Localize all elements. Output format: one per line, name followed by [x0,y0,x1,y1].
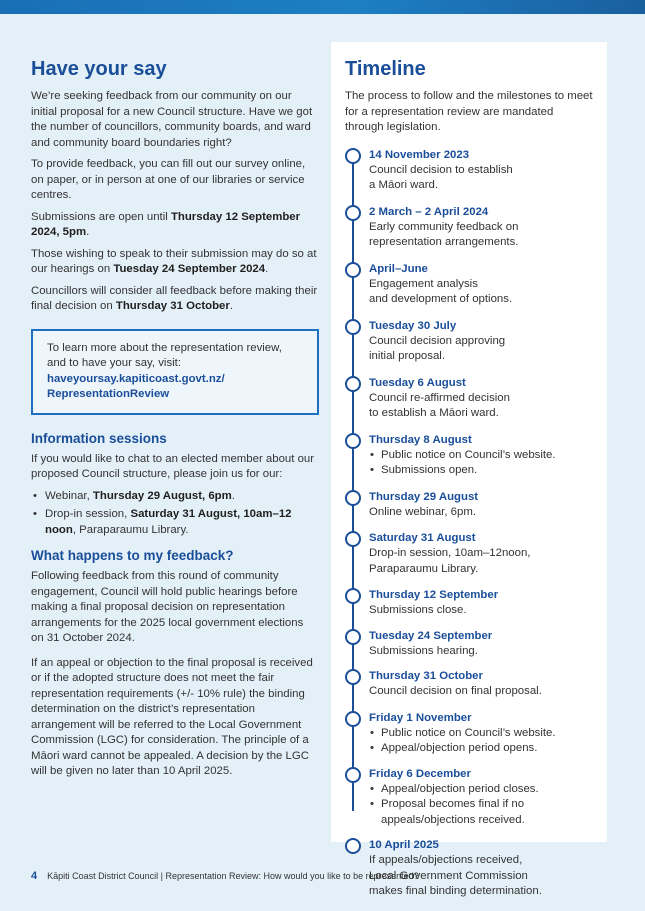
timeline-description: Council decision approving initial proposal. [369,334,506,362]
feedback-section-title: What happens to my feedback? [31,548,234,563]
timeline-date: Thursday 12 September [369,589,499,601]
page-number: 4 [31,870,38,882]
timeline-marker-icon [345,531,361,547]
timeline-title: Timeline [345,58,426,80]
timeline-description: Council decision on final proposal. [369,685,542,697]
feedback-methods-paragraph: To provide feedback, you can fill out our survey online, on paper, or in person at one of our libraries or service centres. [31,158,306,201]
timeline-description: Submissions hearing. [369,644,478,657]
timeline-list [345,148,593,900]
timeline-marker-icon [345,262,361,278]
list-item: • Appeal/objection period closes. [369,782,593,798]
timeline-date: Thursday 31 October [369,670,483,682]
timeline-bullets [369,448,593,479]
timeline-marker-icon [345,205,361,221]
have-your-say-section [31,58,319,786]
timeline-description: Early community feedback on representation arrangements. [369,220,519,248]
timeline-bullets [369,726,593,757]
timeline-item [345,629,593,660]
info-sessions-list [31,489,319,539]
timeline-date: Thursday 29 August [369,490,479,503]
callout-text: To learn more about the representation review, and to have your say, visit: [47,341,282,369]
timeline-bullets [369,782,593,829]
timeline-marker-icon [345,711,361,727]
timeline-marker-icon [345,376,361,392]
timeline-date: Friday 1 November [369,711,472,724]
timeline-date: 2 March – 2 April 2024 [369,205,489,218]
footer-text: Kāpiti Coast District Council | Representation Review: How would you like to be represented? [47,871,419,881]
timeline-marker-icon [345,629,361,645]
timeline-item [345,148,593,194]
list-item: • Submissions open. [369,463,593,479]
page-footer [31,870,419,882]
list-item: • Public notice on Council’s website. [369,726,593,742]
timeline-item [345,531,593,577]
timeline-marker-icon [345,838,361,854]
timeline-description: Council decision to establish a Māori ward. [369,163,513,191]
timeline-item [345,205,593,251]
timeline-item [345,838,593,900]
top-banner [0,0,645,14]
timeline-item [345,319,593,365]
list-item: • Public notice on Council’s website. [369,448,593,464]
representation-review-link[interactable]: haveyoursay.kapiticoast.govt.nz/ RepresentationReview [47,372,225,400]
timeline-date: Friday 6 December [369,767,471,780]
timeline-item [345,376,593,422]
timeline-description: Engagement analysis and development of options. [369,277,513,305]
timeline-item [345,490,593,521]
timeline-date: Thursday 8 August [369,433,472,446]
feedback-paragraph-1: Following feedback from this round of community engagement, Council will hold public hearings before making a final proposal decision on representation arrangements for the 2025 local government elections on 31 October 2024. [31,570,304,644]
timeline-description: Online webinar, 6pm. [369,505,477,518]
hearing-date: Tuesday 24 September 2024 [113,263,266,275]
timeline-panel [331,42,607,897]
list-item: • Drop-in session, Saturday 31 August, 10am–12 noon, Paraparaumu Library. [31,507,319,538]
timeline-description: Council re-affirmed decision to establish a Māori ward. [369,391,510,419]
timeline-item [345,262,593,308]
feedback-paragraph-2: If an appeal or objection to the final proposal is received or if the adopted structure does not meet the fair representation requirements (+/- 10% rule) the binding determination on the district’s representation arrangement will be referred to the Local Government Commission (LGC) for consideration. The principle of a Māori ward cannot be appealed. A decision by the LGC will be given no later than 10 April 2025. [31,656,313,777]
timeline-marker-icon [345,490,361,506]
timeline-date: April–June [369,262,428,275]
timeline-date: Tuesday 24 September [369,629,493,642]
hearing-paragraph: Those wishing to speak to their submission may do so at our hearings on Tuesday 24 September 2024. [31,247,317,275]
info-sessions-title: Information sessions [31,430,167,446]
have-your-say-title: Have your say [31,58,167,80]
timeline-item [345,588,593,619]
timeline-date: 14 November 2023 [369,148,470,161]
timeline-item [345,767,593,829]
timeline-intro: The process to follow and the milestones to meet for a representation review are mandated through legislation. [345,90,593,133]
timeline-marker-icon [345,319,361,335]
list-item: • Proposal becomes final if no appeals/objections received. [369,797,593,828]
timeline-marker-icon [345,588,361,604]
learn-more-callout [31,329,319,415]
timeline-description: Submissions close. [369,604,467,616]
timeline-description: If appeals/objections received, Local Government Commission makes final binding determination. [369,854,542,897]
timeline-marker-icon [345,767,361,783]
decision-paragraph: Councillors will consider all feedback before making their final decision on Thursday 31 October. [31,284,318,312]
submissions-paragraph: Submissions are open until Thursday 12 September 2024, 5pm. [31,210,301,238]
timeline-date: Saturday 31 August [369,532,476,544]
info-sessions-text: If you would like to chat to an elected member about our proposed Council structure, please join us for our: [31,452,315,480]
list-item: • Webinar, Thursday 29 August, 6pm. [31,489,319,505]
timeline-date: Tuesday 30 July [369,319,457,332]
timeline-description: Drop-in session, 10am–12noon, Paraparaumu Library. [369,547,531,575]
timeline-item [345,669,593,700]
timeline-date: Tuesday 6 August [369,376,466,389]
timeline-item [345,433,593,479]
decision-date: Thursday 31 October [115,300,230,312]
list-item: • Appeal/objection period opens. [369,741,593,757]
submissions-deadline: Thursday 12 September 2024, 5pm [31,210,301,238]
timeline-marker-icon [345,669,361,685]
timeline-marker-icon [345,433,361,449]
intro-paragraph: We’re seeking feedback from our community on our initial proposal for a new Council structure. Have we got the number of councillors, community boards, and ward and community board boundaries right? [31,90,313,149]
timeline-date: 10 April 2025 [369,839,439,851]
timeline-item [345,711,593,757]
timeline-marker-icon [345,148,361,164]
